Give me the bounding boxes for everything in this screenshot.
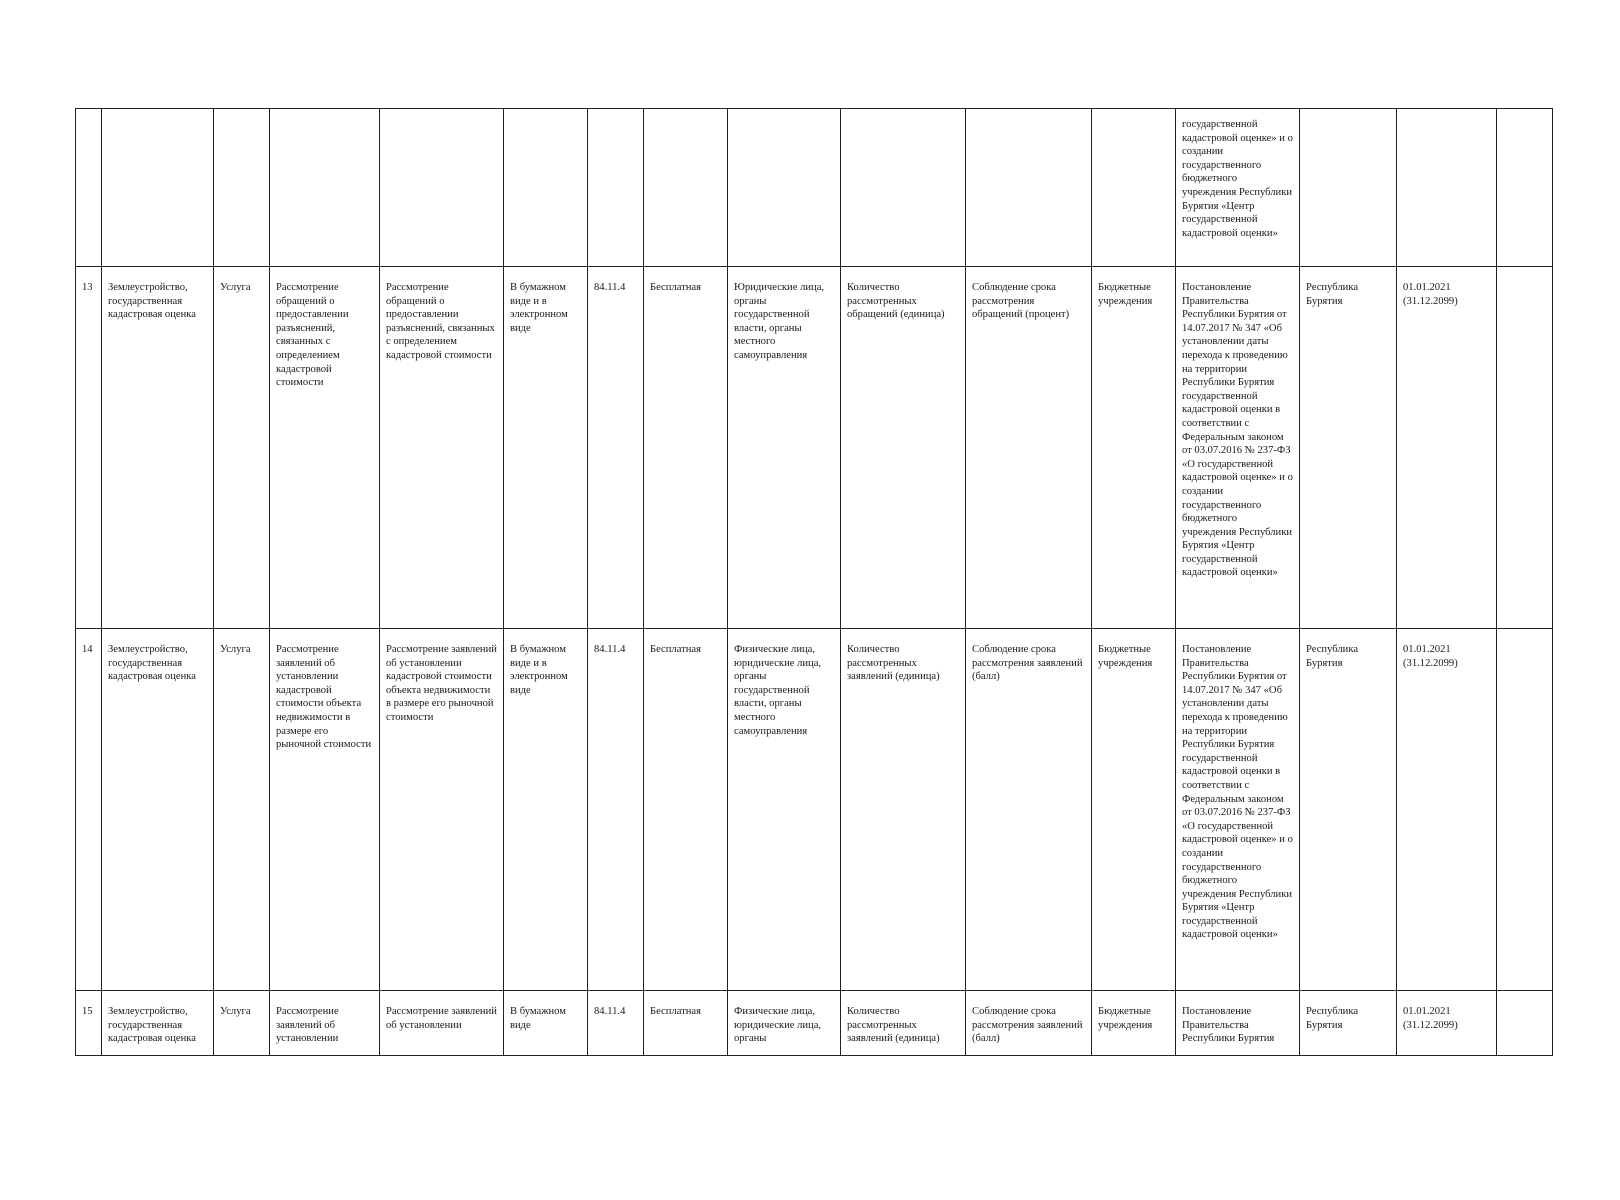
cell-region	[1300, 109, 1397, 267]
cell-extra	[1497, 629, 1553, 991]
cell-extra	[1497, 109, 1553, 267]
cell-region: Республика Бурятия	[1300, 629, 1397, 991]
table-row	[76, 991, 1553, 1056]
cell-act: Постановление Правительства Республики Бурятия от 14.07.2017 № 347 «Об установлении даты перехода к проведению на территории Республики Бурятия государственной кадастровой оценки в соответствии с Федеральным законом от 03.07.2016 № 237-ФЗ «О государственной кадастровой оценке» и о создании государственного бюджетного учреждения Республики Бурятия «Центр государственной кадастровой оценки»	[1176, 629, 1300, 991]
cell-form: В бумажном виде и в электронном виде	[504, 267, 588, 629]
cell-okved: 84.11.4	[588, 629, 644, 991]
cell-paid: Бесплатная	[644, 267, 728, 629]
cell-content: Рассмотрение заявлений об установлении кадастровой стоимости объекта недвижимости в размере его рыночной стоимости	[380, 629, 504, 991]
cell-volume: Количество рассмотренных заявлений (единица)	[841, 629, 966, 991]
cell-consumers: Физические лица, юридические лица, органы	[728, 991, 841, 1056]
cell-kind: Услуга	[214, 991, 270, 1056]
cell-sphere: Землеустройство, государственная кадастровая оценка	[102, 991, 214, 1056]
cell-quality: Соблюдение срока рассмотрения заявлений (балл)	[966, 991, 1092, 1056]
cell-institution: Бюджетные учреждения	[1092, 629, 1176, 991]
cell-form: В бумажном виде	[504, 991, 588, 1056]
cell-quality: Соблюдение срока рассмотрения заявлений (балл)	[966, 629, 1092, 991]
cell-dates: 01.01.2021 (31.12.2099)	[1397, 267, 1497, 629]
cell-act: Постановление Правительства Республики Бурятия от 14.07.2017 № 347 «Об установлении даты перехода к проведению на территории Республики Бурятия государственной кадастровой оценки в соответствии с Федеральным законом от 03.07.2016 № 237-ФЗ «О государственной кадастровой оценке» и о создании государственного бюджетного учреждения Республики Бурятия «Центр государственной кадастровой оценки»	[1176, 267, 1300, 629]
document-page	[75, 108, 1553, 1056]
cell-kind	[214, 109, 270, 267]
cell-volume: Количество рассмотренных обращений (единица)	[841, 267, 966, 629]
table-row	[76, 629, 1553, 991]
cell-dates: 01.01.2021 (31.12.2099)	[1397, 991, 1497, 1056]
cell-num: 14	[76, 629, 102, 991]
cell-paid: Бесплатная	[644, 991, 728, 1056]
cell-institution: Бюджетные учреждения	[1092, 991, 1176, 1056]
cell-region: Республика Бурятия	[1300, 267, 1397, 629]
table-row-continuation	[76, 109, 1553, 267]
cell-form	[504, 109, 588, 267]
cell-num	[76, 109, 102, 267]
cell-act: Постановление Правительства Республики Бурятия	[1176, 991, 1300, 1056]
cell-sphere	[102, 109, 214, 267]
services-register-table	[75, 108, 1553, 1056]
table-row	[76, 267, 1553, 629]
cell-num: 15	[76, 991, 102, 1056]
cell-name	[270, 109, 380, 267]
cell-volume	[841, 109, 966, 267]
cell-institution: Бюджетные учреждения	[1092, 267, 1176, 629]
cell-kind: Услуга	[214, 629, 270, 991]
cell-okved: 84.11.4	[588, 991, 644, 1056]
cell-dates	[1397, 109, 1497, 267]
cell-name: Рассмотрение обращений о предоставлении разъяснений, связанных с определением кадастровой стоимости	[270, 267, 380, 629]
legal-act-text: государственной кадастровой оценке» и о создании государственного бюджетного учреждения Республики Бурятия «Центр государственной кадастровой оценки»	[1182, 119, 1293, 239]
cell-act	[1176, 109, 1300, 267]
cell-sphere: Землеустройство, государственная кадастровая оценка	[102, 629, 214, 991]
cell-region: Республика Бурятия	[1300, 991, 1397, 1056]
cell-content	[380, 109, 504, 267]
cell-sphere: Землеустройство, государственная кадастровая оценка	[102, 267, 214, 629]
cell-num: 13	[76, 267, 102, 629]
cell-consumers	[728, 109, 841, 267]
cell-consumers: Юридические лица, органы государственной власти, органы местного самоуправления	[728, 267, 841, 629]
cell-name: Рассмотрение заявлений об установлении кадастровой стоимости объекта недвижимости в размере его рыночной стоимости	[270, 629, 380, 991]
cell-name: Рассмотрение заявлений об установлении	[270, 991, 380, 1056]
cell-okved: 84.11.4	[588, 267, 644, 629]
cell-form: В бумажном виде и в электронном виде	[504, 629, 588, 991]
cell-extra	[1497, 267, 1553, 629]
cell-extra	[1497, 991, 1553, 1056]
cell-content: Рассмотрение заявлений об установлении	[380, 991, 504, 1056]
cell-quality	[966, 109, 1092, 267]
cell-paid: Бесплатная	[644, 629, 728, 991]
cell-institution	[1092, 109, 1176, 267]
cell-kind: Услуга	[214, 267, 270, 629]
cell-content: Рассмотрение обращений о предоставлении разъяснений, связанных с определением кадастровой стоимости	[380, 267, 504, 629]
cell-consumers: Физические лица, юридические лица, органы государственной власти, органы местного самоуправления	[728, 629, 841, 991]
cell-dates: 01.01.2021 (31.12.2099)	[1397, 629, 1497, 991]
cell-quality: Соблюдение срока рассмотрения обращений (процент)	[966, 267, 1092, 629]
cell-paid	[644, 109, 728, 267]
cell-volume: Количество рассмотренных заявлений (единица)	[841, 991, 966, 1056]
cell-okved	[588, 109, 644, 267]
